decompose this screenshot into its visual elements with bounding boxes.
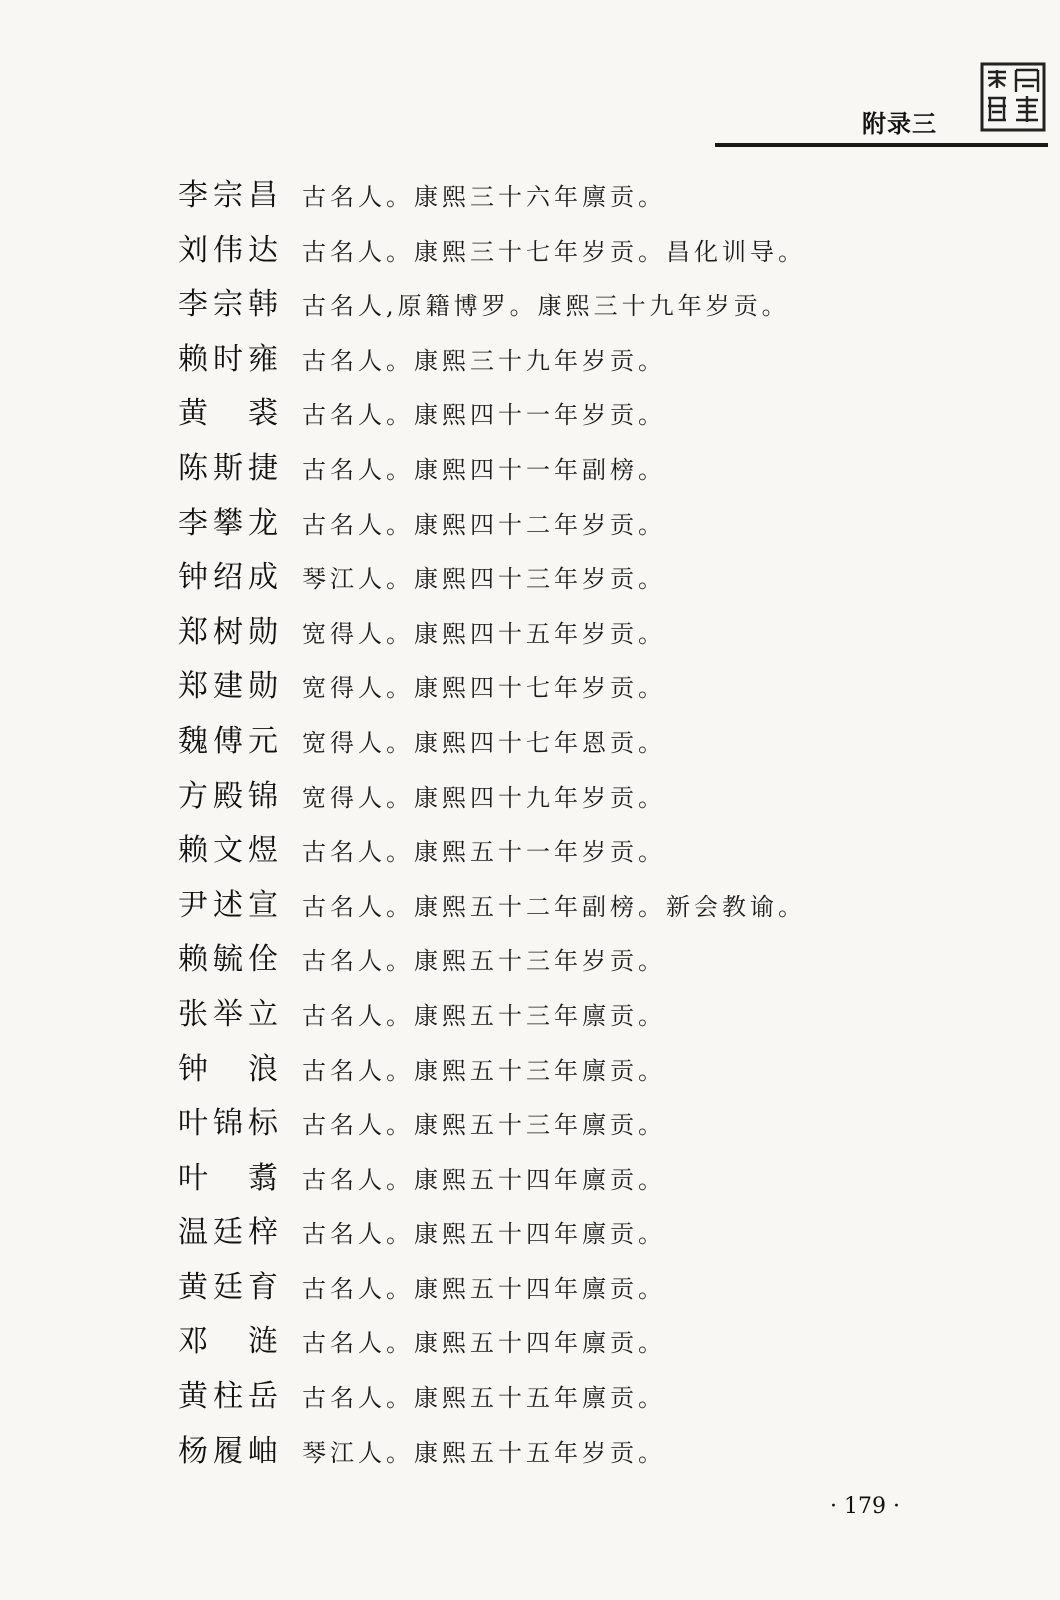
person-description: 宽得人。康熙四十七年岁贡。 — [302, 674, 666, 703]
person-description: 古名人。康熙三十九年岁贡。 — [302, 346, 666, 375]
list-item — [178, 825, 998, 880]
person-name: 陈斯捷 — [178, 450, 278, 486]
entry-list — [178, 170, 998, 1480]
person-description: 古名人。康熙五十五年廪贡。 — [302, 1384, 666, 1413]
header-divider — [715, 143, 1048, 147]
list-item — [178, 661, 998, 716]
list-item — [178, 498, 998, 553]
person-description: 古名人。康熙五十三年廪贡。 — [302, 1001, 666, 1030]
list-item — [178, 607, 998, 662]
person-name: 黄廷育 — [178, 1269, 278, 1305]
section-title: 附录三 — [862, 110, 937, 138]
list-item — [178, 1371, 998, 1426]
list-item — [178, 388, 998, 443]
person-description: 古名人。康熙五十四年廪贡。 — [302, 1165, 666, 1194]
list-item — [178, 716, 998, 771]
person-description: 古名人。康熙五十三年廪贡。 — [302, 1111, 666, 1140]
list-item — [178, 1316, 998, 1371]
list-item — [178, 1426, 998, 1481]
list-item — [178, 989, 998, 1044]
person-description: 古名人。康熙四十一年岁贡。 — [302, 401, 666, 430]
person-name: 李宗昌 — [178, 178, 278, 213]
person-name: 邓 涟 — [178, 1324, 278, 1360]
list-item — [178, 771, 998, 826]
person-description: 古名人。康熙三十七年岁贡。昌化训导。 — [302, 237, 806, 266]
person-name: 赖文煜 — [178, 833, 278, 869]
list-item — [178, 1044, 998, 1099]
person-name: 方殿锦 — [178, 778, 278, 814]
person-name: 赖毓佺 — [178, 942, 278, 978]
person-name: 黄柱岳 — [178, 1379, 278, 1415]
person-description: 古名人,原籍博罗。康熙三十九年岁贡。 — [302, 292, 790, 321]
person-description: 古名人。康熙三十六年廪贡。 — [302, 183, 666, 211]
person-description: 琴江人。康熙四十三年岁贡。 — [302, 565, 666, 594]
list-item — [178, 170, 998, 225]
person-name: 魏傅元 — [178, 723, 278, 759]
list-item — [178, 934, 998, 989]
seal-logo — [980, 62, 1046, 132]
person-name: 张举立 — [178, 996, 278, 1032]
person-name: 刘伟达 — [178, 232, 278, 268]
person-name: 钟 浪 — [178, 1051, 278, 1087]
list-item — [178, 279, 998, 334]
person-name: 李攀龙 — [178, 505, 278, 541]
person-description: 古名人。康熙五十四年廪贡。 — [302, 1274, 666, 1303]
person-name: 郑树勋 — [178, 614, 278, 650]
person-name: 李宗韩 — [178, 287, 278, 323]
person-description: 宽得人。康熙四十七年恩贡。 — [302, 728, 666, 757]
list-item — [178, 225, 998, 280]
person-name: 杨履岫 — [178, 1433, 278, 1469]
person-description: 琴江人。康熙五十五年岁贡。 — [302, 1438, 666, 1467]
person-description: 古名人。康熙五十四年廪贡。 — [302, 1220, 666, 1249]
person-description: 古名人。康熙五十二年副榜。新会教谕。 — [302, 892, 806, 921]
list-item — [178, 880, 998, 935]
list-item — [178, 334, 998, 389]
person-name: 钟绍成 — [178, 560, 278, 596]
list-item — [178, 1207, 998, 1262]
person-name: 温廷梓 — [178, 1215, 278, 1251]
person-description: 古名人。康熙四十一年副榜。 — [302, 455, 666, 484]
person-name: 叶锦标 — [178, 1106, 278, 1142]
person-name: 尹述宣 — [178, 887, 278, 923]
list-item — [178, 1098, 998, 1153]
person-description: 古名人。康熙四十二年岁贡。 — [302, 510, 666, 539]
person-name: 郑建勋 — [178, 669, 278, 705]
page-number: · 179 · — [830, 1494, 900, 1519]
person-description: 古名人。康熙五十三年廪贡。 — [302, 1056, 666, 1085]
person-description: 古名人。康熙五十三年岁贡。 — [302, 947, 666, 976]
list-item — [178, 1153, 998, 1208]
person-name: 黄 裘 — [178, 396, 278, 432]
person-description: 古名人。康熙五十四年廪贡。 — [302, 1329, 666, 1358]
person-description: 宽得人。康熙四十五年岁贡。 — [302, 619, 666, 648]
person-name: 赖时雍 — [178, 341, 278, 377]
list-item — [178, 552, 998, 607]
person-name: 叶 翥 — [178, 1160, 278, 1196]
person-description: 宽得人。康熙四十九年岁贡。 — [302, 783, 666, 812]
list-item — [178, 443, 998, 498]
list-item — [178, 1262, 998, 1317]
person-description: 古名人。康熙五十一年岁贡。 — [302, 838, 666, 867]
